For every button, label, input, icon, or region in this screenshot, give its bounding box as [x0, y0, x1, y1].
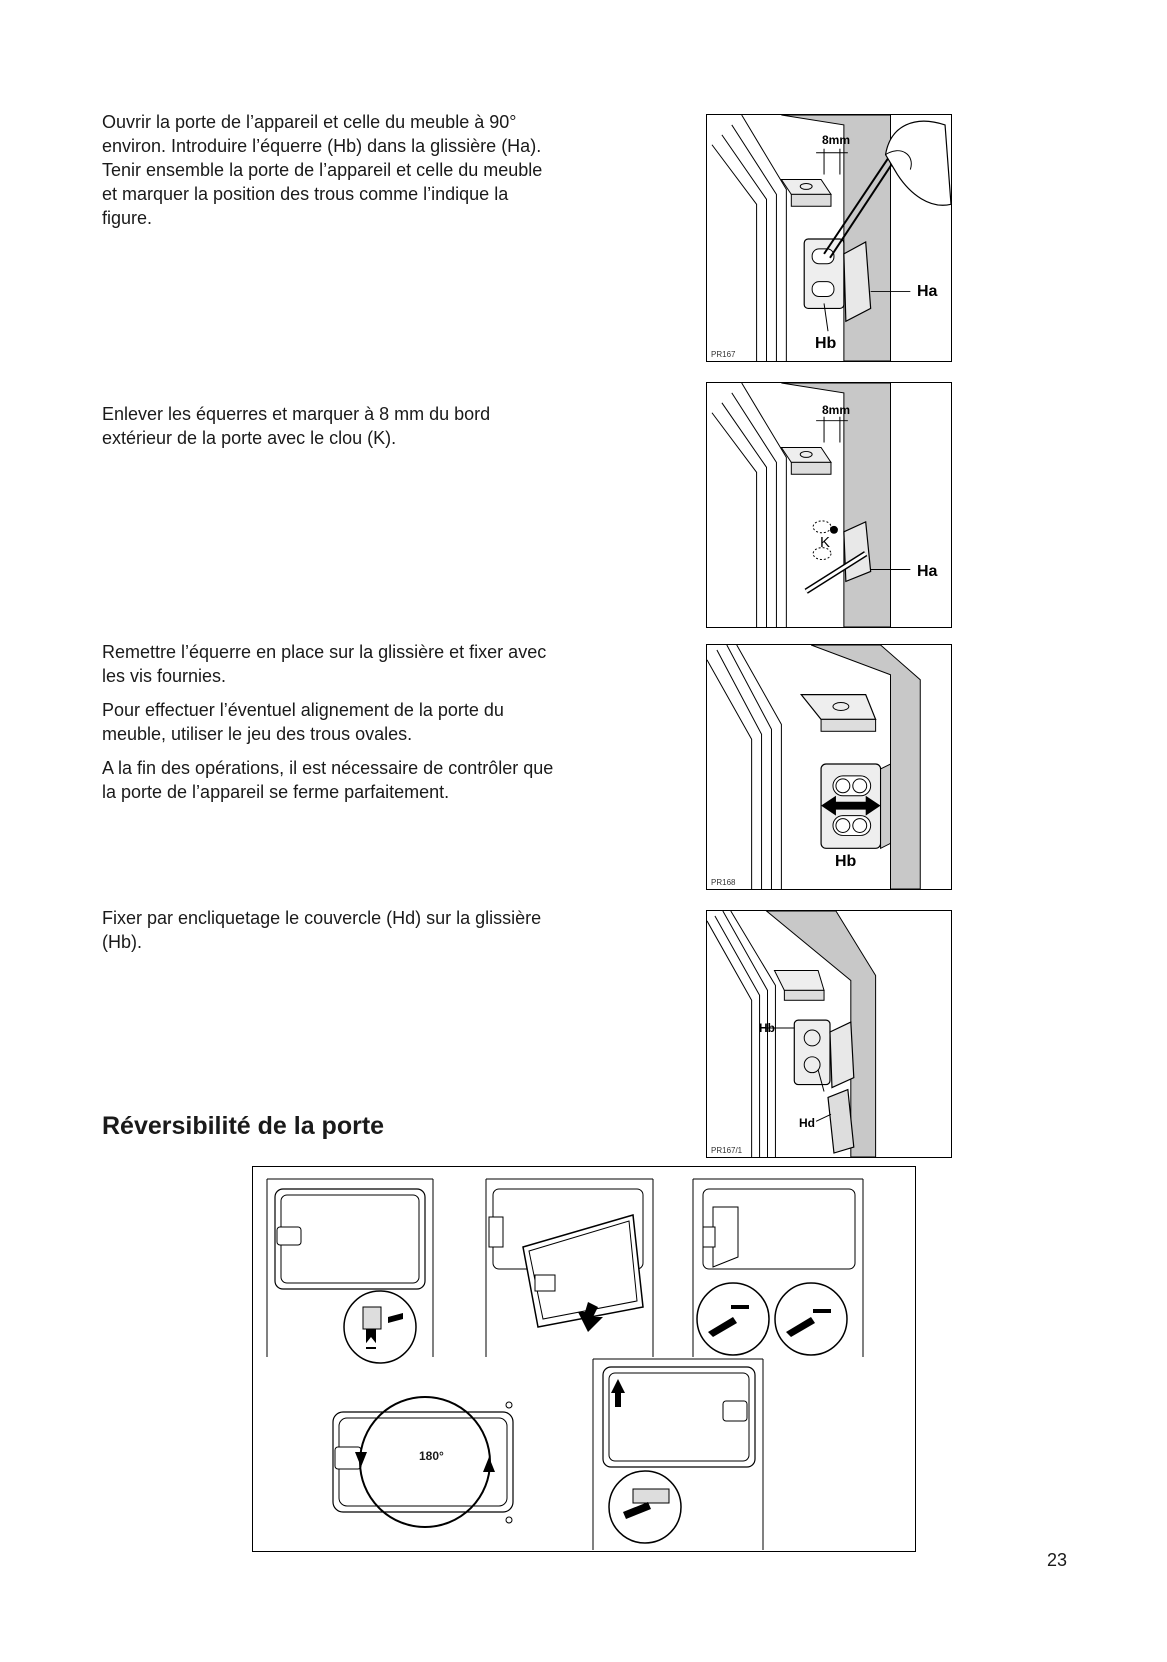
figure-4-label-hb: Hb: [759, 1021, 775, 1035]
figure-4-code: PR167/1: [711, 1146, 743, 1155]
figure-bracket-marking-drawing: [707, 115, 951, 361]
step-3-text: [102, 640, 562, 814]
figure-cover-clipping: [706, 910, 952, 1158]
figure-1-label-hb: Hb: [815, 335, 837, 352]
step-1-text: [102, 110, 562, 240]
figure-2-dimension: 8mm: [822, 403, 851, 417]
figure-3-label-hb: Hb: [835, 853, 857, 870]
page-number: 23: [1046, 1550, 1067, 1570]
figure-1-dimension: 8mm: [822, 133, 851, 147]
figure-2-label-k: K: [820, 534, 831, 551]
figure-door-reversal: [252, 1166, 916, 1552]
figure-bracket-fixing: [706, 644, 952, 890]
figure-cover-clipping-drawing: [707, 911, 951, 1157]
figure-1-label-ha: Ha: [917, 283, 938, 300]
step-2-paragraph: Enlever les équerres et marquer à 8 mm du bord extérieur de la porte avec le clou (K).: [102, 404, 491, 448]
figure-3-code: PR168: [711, 878, 736, 887]
figure-1-code: PR167: [711, 350, 736, 359]
figure-bracket-fixing-drawing: [707, 645, 951, 889]
step-1-paragraph: Ouvrir la porte de l’appareil et celle du meuble à 90° environ. Introduire l’équerre (Hb) dans la glissière (Ha). Tenir ensemble la porte de l’appareil et celle du meuble et marquer la position des trous comme l’indique la figure.: [102, 112, 543, 228]
figure-nail-marking: [706, 382, 952, 628]
figure-2-label-ha: Ha: [917, 563, 938, 580]
step-3-paragraph-1: Remettre l’équerre en place sur la glissière et fixer avec les vis fournies.: [102, 642, 547, 686]
step-3-paragraph-2: Pour effectuer l’éventuel alignement de la porte du meuble, utiliser le jeu des trous ovales.: [102, 700, 504, 744]
figure-4-label-hd: Hd: [799, 1116, 815, 1130]
rotation-label: 180°: [419, 1449, 444, 1463]
section-heading: Réversibilité de la porte: [102, 1112, 385, 1140]
reversal-step-3: [693, 1179, 863, 1357]
reversal-step-2: [486, 1179, 653, 1357]
figure-door-reversal-drawing: [253, 1167, 914, 1550]
figure-bracket-marking: [706, 114, 952, 362]
step-4-text: [102, 906, 562, 964]
step-3-paragraph-3: A la fin des opérations, il est nécessaire de contrôler que la porte de l’appareil se ferme parfaitement.: [102, 758, 554, 802]
step-2-text: [102, 402, 562, 460]
reversal-step-1: [267, 1179, 433, 1363]
step-4-paragraph: Fixer par encliquetage le couvercle (Hd) sur la glissière (Hb).: [102, 908, 542, 952]
reversal-step-5: [593, 1359, 763, 1550]
figure-nail-marking-drawing: [707, 383, 951, 627]
